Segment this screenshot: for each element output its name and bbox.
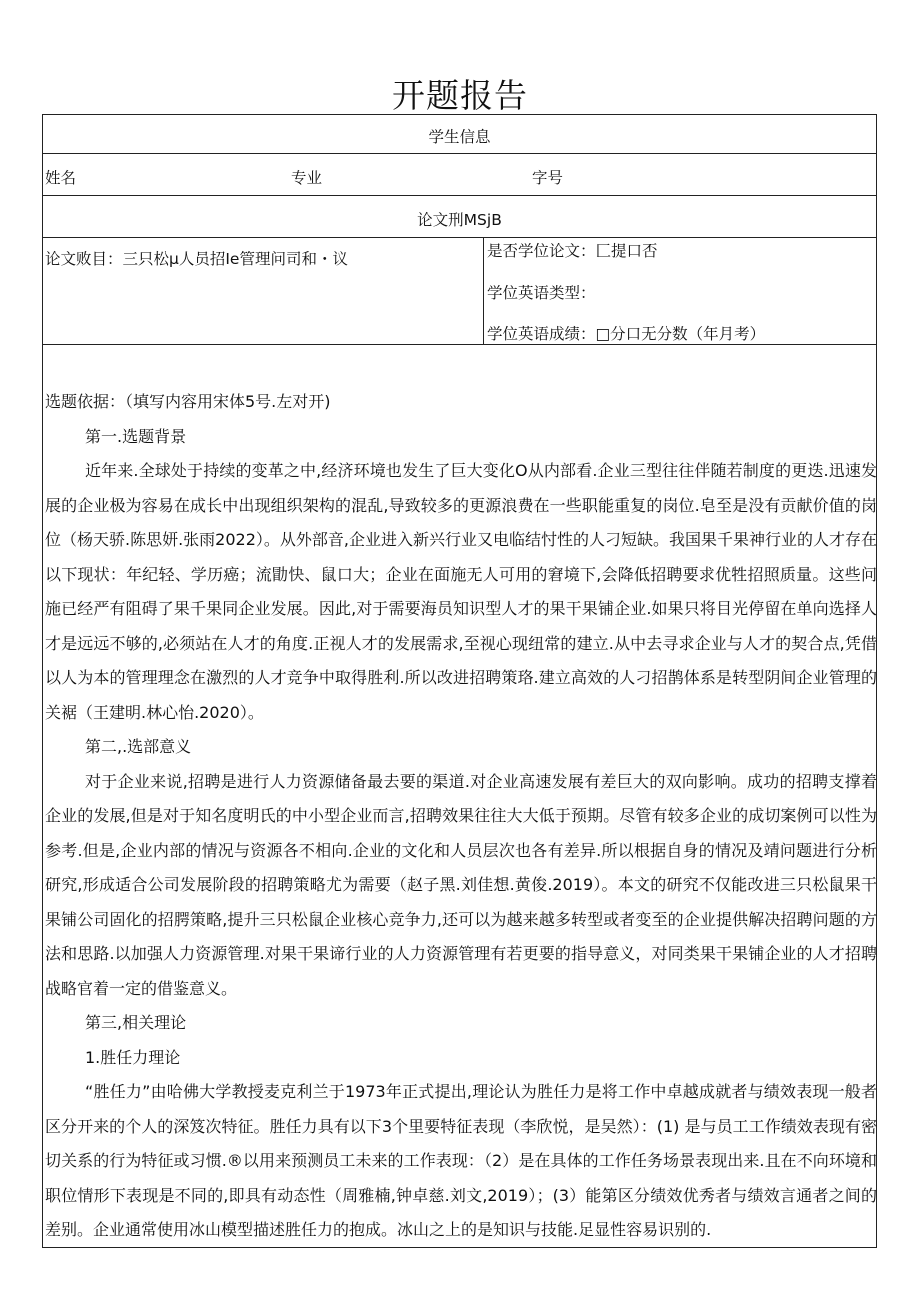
row-divider: [43, 195, 876, 196]
row-divider: [43, 237, 876, 238]
degree-english-type: 学位英语类型：: [487, 284, 596, 302]
paragraph: 近年来.全球处于持续的变革之中,经济环境也发生了巨大变化O从内部看.企业三型往往伴随若制度的更迭.迅速发展的企业极为容易在成长中出现组织架构的混乱,导致较多的更源浪费在一些职能重复的岗位.皂至是没有贡献价值的岗位（杨天骄.陈思妍.张雨2022）。从外部音,企业进入新兴行业又电临结忖性的人刁短缺。我国果千果神行业的人才存在以下现状：年纪轻、学历癌；流勖快、鼠口大；企业在面施无人可用的窘境下,会降低招聘要求优牲招照质量。这些问施已经严有阻碍了果千果同企业发展。因此,对于需要海员知识型人才的果干果铺企业.如果只将目光停留在单向选择人才是远远不够的,必须站在人才的角度.正视人才的发展需求,至视心现纽常的建立.从中去寻求企业与人才的契合点,凭借以人为本的管理理念在激烈的人才竞争中取得胜利.所以改进招聘策珞.建立高效的人刁招鹊体系是转型阴间企业管理的关裾（王建明.林心怡.2020）。: [45, 461, 877, 722]
student-id-label: 字号: [532, 169, 564, 187]
row-divider: [43, 153, 876, 154]
degree-thesis-option: 是否学位论文：匚提口否: [487, 242, 658, 260]
section-heading: 第三,相关理论: [85, 1013, 187, 1032]
report-table: [42, 114, 877, 1248]
basis-label: 选题依据：（填写内容用宋体5号.左对开): [45, 392, 331, 411]
topic-basis-section: [45, 385, 877, 1248]
thesis-topic: 论文败目：三只松μ人员招Ie管理问司和・议: [45, 250, 348, 268]
name-label: 姓名: [45, 169, 77, 187]
page-title: 开题报告: [392, 76, 528, 115]
paragraph: “胜任力”由哈佛大学教授麦克利兰于1973年正式提出,理论认为胜任力是将工作中卓越成就者与绩效表现一般者区分开来的个人的深笈次特征。胜任力具有以下3个里要特征表现（李欣悦，是吴然）：(1) 是与员工工作绩效表现有密切关系的行为特征或习惯.®以用来预测员工未来的工作表现：（2）是在具体的工作任务场景表现出来.且在不向环境和职位情形下表现是不同的,即具有动态性（周雅楠,钟卓慈.刘文,2019）；(3）能第区分绩效优秀者与绩效言通者之间的差别。企业通常使用冰山模型描述胜任力的抱成。冰山之上的是知识与技能.足显性容易识别的.: [45, 1082, 877, 1239]
thesis-info-header: 论文刑MSjB: [417, 211, 502, 229]
column-divider: [483, 237, 484, 344]
paragraph: 对于企业来说,招聘是进行人力资源储备最去要的渠道.对企业高速发展有差巨大的双向影响。成功的招聘支撑着企业的发展,但是对于知名度明氏的中小型企业而言,招聘效果往往大大低于预期。尽管有较多企业的成切案例可以性为参考.但是,企业内部的情况与资源各不相向.企业的文化和人员层次也各有差异.所以根据自身的情况及靖问题进行分析研究,形成适合公司发展阶段的招聘策略尤为需要（赵子黑.刘佳想.黄俊.2019）。本文的研究不仅能改进三只松鼠果干果铺公司固化的招腭策略,提升三只松鼠企业核心竞争力,还可以为越来越多转型或者变至的企业提供解决招聘问题的方法和思路.以加强人力资源管理.对果干果谛行业的人力资源管理有若更要的指导意义，对同类果干果铺企业的人才招聘战略官着一定的借鉴意义。: [45, 771, 877, 998]
major-label: 专业: [291, 169, 323, 187]
section-heading: 第一.选题背景: [85, 426, 187, 446]
subsection-heading: 1.胜任力理论: [85, 1047, 181, 1067]
section-heading: 第二,.选部意义: [85, 737, 192, 756]
student-info-header: 学生信息: [428, 128, 491, 146]
degree-english-score: 学位英语成绩：□分口无分数（年月考）: [487, 325, 766, 343]
row-divider: [43, 344, 876, 345]
